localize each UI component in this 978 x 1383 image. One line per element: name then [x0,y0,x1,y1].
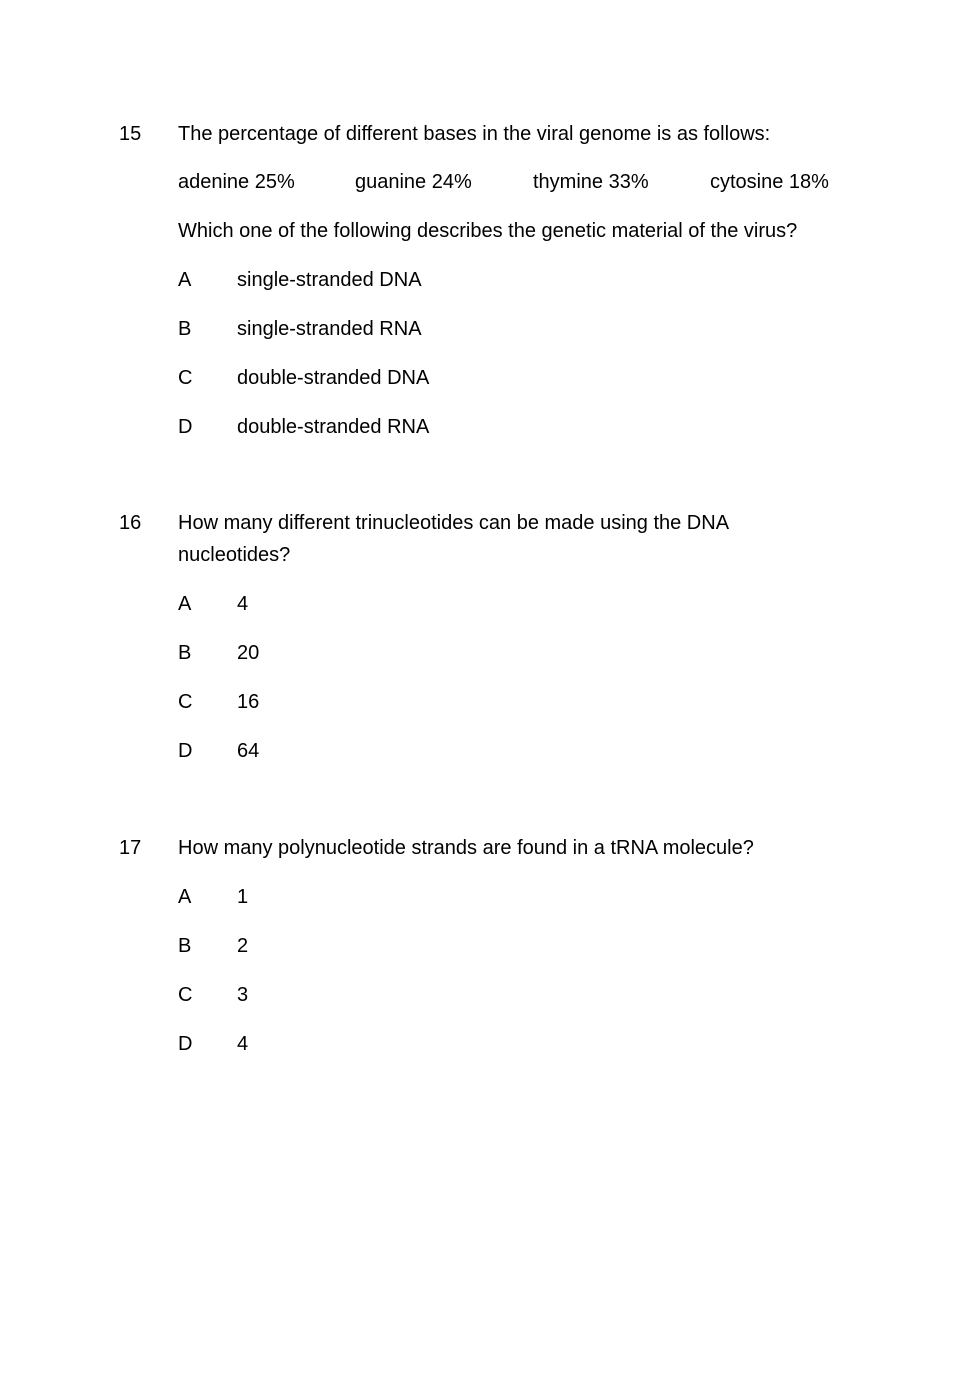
question-stem-line: How many different trinucleotides can be made using the DNA [178,512,730,534]
question-number: 16 [119,512,142,534]
option-d[interactable] [178,1028,858,1060]
question-stem: The percentage of different bases in the viral genome is as follows: [178,123,771,145]
option-text: 64 [237,740,260,762]
question-stem-line: nucleotides? [178,544,291,566]
option-text: double-stranded DNA [237,367,430,389]
question-number: 17 [119,837,142,859]
option-letter: D [178,416,193,438]
option-letter: D [178,740,193,762]
option-letter: D [178,1033,193,1055]
option-text: double-stranded RNA [237,416,430,438]
answer-options [178,264,858,443]
question-stem [178,507,858,571]
option-text: 20 [237,642,260,664]
question-body [178,118,858,443]
option-c[interactable] [178,686,858,718]
question-number: 15 [119,123,142,145]
question-stem-followup: Which one of the following describes the genetic material of the virus? [178,220,798,242]
option-letter: C [178,691,193,713]
option-text: 1 [237,886,249,908]
option-text: 2 [237,935,249,957]
option-a[interactable] [178,881,858,913]
base-cytosine: cytosine 18% [710,171,829,193]
option-c[interactable] [178,362,858,394]
option-c[interactable] [178,979,858,1011]
option-a[interactable] [178,588,858,620]
option-letter: C [178,984,193,1006]
option-letter: C [178,367,193,389]
option-letter: B [178,318,192,340]
option-d[interactable] [178,735,858,767]
question-stem: How many polynucleotide strands are found in a tRNA molecule? [178,837,754,859]
option-b[interactable] [178,637,858,669]
option-b[interactable] [178,930,858,962]
option-text: 4 [237,1033,249,1055]
option-letter: A [178,886,192,908]
answer-options [178,588,858,767]
base-percentages [178,166,858,198]
option-d[interactable] [178,411,858,443]
option-text: single-stranded RNA [237,318,422,340]
question-body [178,832,858,1060]
answer-options [178,881,858,1060]
option-text: single-stranded DNA [237,269,422,291]
option-text: 4 [237,593,249,615]
option-letter: B [178,642,192,664]
option-letter: A [178,593,192,615]
option-text: 3 [237,984,249,1006]
option-text: 16 [237,691,260,713]
option-b[interactable] [178,313,858,345]
question-body [178,507,858,767]
option-letter: B [178,935,192,957]
option-a[interactable] [178,264,858,296]
option-letter: A [178,269,192,291]
base-adenine: adenine 25% [178,171,295,193]
base-guanine: guanine 24% [355,171,472,193]
base-thymine: thymine 33% [533,171,649,193]
